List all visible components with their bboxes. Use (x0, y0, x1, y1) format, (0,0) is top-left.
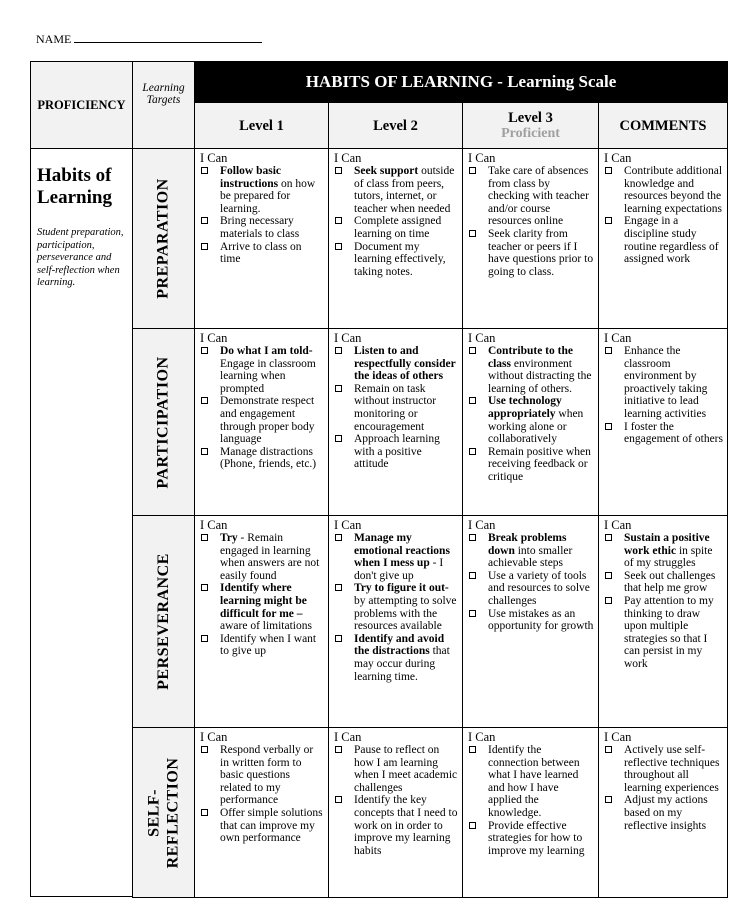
checkbox-icon[interactable] (469, 347, 476, 354)
checkbox-icon[interactable] (201, 347, 208, 354)
checklist-item (200, 446, 324, 471)
ican-label: I Can (334, 518, 362, 532)
checkbox-icon[interactable] (335, 435, 342, 442)
checklist-item (200, 395, 324, 445)
checkbox-icon[interactable] (335, 746, 342, 753)
checklist-item (604, 421, 723, 446)
item-text: Offer simple solutions that can improve my own performance (220, 806, 323, 845)
item-text: Provide effective strategies for how to improve my learning (488, 819, 585, 857)
checkbox-icon[interactable] (469, 167, 476, 174)
checklist-item (468, 446, 594, 484)
checkbox-icon[interactable] (201, 534, 208, 541)
row-label-text: SELF- REFLECTION (145, 757, 182, 868)
item-text: Engage in a discipline study routine regardless of assigned work (624, 215, 719, 266)
item-text: Remain positive when receiving feedback or critique (488, 445, 591, 483)
item-text: I foster the engagement of others (624, 420, 723, 446)
ican-label: I Can (468, 331, 496, 345)
checklist-item (468, 165, 594, 228)
checklist-item (604, 165, 723, 215)
item-text: Identify the key concepts that I need to work on in order to improve my learning habits (354, 794, 458, 857)
item-text: Respond verbally or in written form to basic questions related to my performance (220, 744, 314, 807)
checkbox-icon[interactable] (605, 746, 612, 753)
checkbox-icon[interactable] (605, 347, 612, 354)
ican-label: I Can (468, 730, 496, 744)
checkbox-icon[interactable] (201, 584, 208, 591)
item-text: Document my learning effectively, taking notes. (354, 240, 446, 278)
checkbox-icon[interactable] (605, 534, 612, 541)
item-text: by attempting to solve problems with the resources available (354, 594, 457, 633)
row-label-preparation (132, 148, 195, 329)
item-text: that may occur during learning time. (354, 645, 450, 683)
ican-label: I Can (334, 331, 362, 345)
item-bold-text: Try to figure it out- (354, 582, 449, 595)
checklist-item (604, 595, 723, 671)
column-header-level3 (462, 102, 599, 149)
checklist-item (334, 383, 458, 433)
checklist-item (200, 633, 324, 658)
item-bold-text: Try (220, 532, 238, 544)
checkbox-icon[interactable] (469, 746, 476, 753)
item-bold-text: Break problems down (488, 532, 567, 557)
checklist-item (334, 633, 458, 683)
checklist-item (468, 345, 594, 395)
column-header-level1 (194, 102, 329, 149)
checkbox-icon[interactable] (201, 635, 208, 642)
cell-perseverance-comments (598, 515, 728, 728)
item-text: Bring necessary materials to class (220, 215, 300, 240)
checkbox-icon[interactable] (335, 635, 342, 642)
row-label-text: PERSEVERANCE (155, 553, 172, 690)
checklist-item (334, 165, 458, 215)
item-text: Take care of absences from class by checking with teacher and/or course resources online (488, 165, 589, 228)
ican-label: I Can (200, 730, 228, 744)
checkbox-icon[interactable] (201, 167, 208, 174)
learning-targets-header (132, 61, 195, 149)
checkbox-icon[interactable] (605, 423, 612, 430)
item-text: Enhance the classroom environment by proactively taking initiative to lead learning activities (624, 345, 708, 420)
cell-perseverance-level3 (462, 515, 599, 728)
checkbox-icon[interactable] (469, 448, 476, 455)
checklist-item (200, 165, 324, 215)
checklist-item (200, 345, 324, 395)
item-text: - I don't give up (354, 557, 444, 582)
cell-preparation-level2 (328, 148, 463, 329)
item-text: Use a variety of tools and resources to solve challenges (488, 569, 590, 607)
cell-self-reflection-comments (598, 727, 728, 898)
checkbox-icon[interactable] (201, 217, 208, 224)
checklist-item (468, 395, 594, 445)
checklist-item (604, 345, 723, 421)
checkbox-icon[interactable] (469, 230, 476, 237)
proficiency-header (30, 61, 133, 149)
item-text: outside of class from peers, tutors, internet, or teacher when needed (354, 165, 455, 215)
checkbox-icon[interactable] (201, 397, 208, 404)
cell-self-reflection-level1 (194, 727, 329, 898)
checklist-item (604, 570, 723, 595)
checkbox-icon[interactable] (605, 796, 612, 803)
cell-perseverance-level1 (194, 515, 329, 728)
cell-participation-level1 (194, 328, 329, 516)
checkbox-icon[interactable] (335, 243, 342, 250)
ican-label: I Can (334, 151, 362, 165)
habits-title: Habits of Learning (37, 165, 112, 208)
checklist-item (334, 433, 458, 471)
checklist-item (200, 532, 324, 582)
row-label-perseverance (132, 515, 195, 728)
item-text: Pay attention to my thinking to draw upon multiple strategies so that I can persist in my work (624, 594, 714, 670)
ican-label: I Can (334, 730, 362, 744)
checklist-item (468, 608, 594, 633)
item-text: Pause to reflect on how I am learning when I meet academic challenges (354, 744, 458, 794)
checklist-item (468, 532, 594, 570)
item-bold-text: Identify where learning might be difficult for me – (220, 582, 307, 620)
checkbox-icon[interactable] (469, 610, 476, 617)
item-bold-text: Seek support (354, 165, 419, 177)
column-header-level2 (328, 102, 463, 149)
checkbox-icon[interactable] (605, 167, 612, 174)
checkbox-icon[interactable] (469, 397, 476, 404)
cell-preparation-level1 (194, 148, 329, 329)
checkbox-icon[interactable] (469, 822, 476, 829)
checklist-item (468, 228, 594, 278)
checkbox-icon[interactable] (469, 534, 476, 541)
checkbox-icon[interactable] (201, 746, 208, 753)
scale-title (194, 61, 728, 103)
item-text: on how be prepared for learning. (220, 177, 316, 215)
checklist-item (334, 744, 458, 794)
checklist-item (334, 241, 458, 279)
checklist-item (200, 807, 324, 845)
checkbox-icon[interactable] (335, 217, 342, 224)
checkbox-icon[interactable] (335, 584, 342, 591)
checklist-item (604, 744, 723, 794)
item-text: Remain on task without instructor monitoring or encouragement (354, 382, 437, 433)
rubric-table (30, 61, 728, 897)
checkbox-icon[interactable] (335, 796, 342, 803)
item-text: Approach learning with a positive attitude (354, 433, 440, 471)
checklist-item (200, 215, 324, 240)
name-label: NAME (36, 32, 72, 46)
row-label-self-reflection (132, 727, 195, 898)
ican-label: I Can (604, 518, 632, 532)
item-text: - Remain engaged in learning when answers are not easily found (220, 532, 320, 582)
checkbox-icon[interactable] (201, 243, 208, 250)
column-header-label: Level 3 (508, 109, 553, 126)
checklist-item (334, 345, 458, 383)
ican-label: I Can (604, 730, 632, 744)
item-text: in spite of my struggles (624, 544, 713, 570)
checkbox-icon[interactable] (335, 347, 342, 354)
cell-participation-comments (598, 328, 728, 516)
checklist-item (200, 744, 324, 807)
checkbox-icon[interactable] (335, 534, 342, 541)
checklist-item (334, 532, 458, 582)
checklist-item (604, 532, 723, 570)
item-bold-text: Do what I am told- (220, 345, 313, 357)
name-field (36, 32, 262, 47)
item-text: Demonstrate respect and engagement through proper body language (220, 395, 315, 446)
ican-label: I Can (200, 518, 228, 532)
cell-preparation-level3 (462, 148, 599, 329)
item-text: environment without distracting the learning of others. (488, 357, 592, 395)
checkbox-icon[interactable] (201, 448, 208, 455)
name-blank-line[interactable] (74, 32, 262, 43)
item-text: Arrive to class on time (220, 240, 302, 266)
checkbox-icon[interactable] (605, 597, 612, 604)
cell-self-reflection-level3 (462, 727, 599, 898)
checklist-item (468, 570, 594, 608)
checklist-item (334, 215, 458, 240)
ican-label: I Can (200, 331, 228, 345)
cell-participation-level3 (462, 328, 599, 516)
item-text: aware of limitations (220, 620, 312, 633)
checkbox-icon[interactable] (335, 385, 342, 392)
checklist-item (200, 582, 324, 632)
item-text: when working alone or collaboratively (488, 407, 584, 446)
item-bold-text: Use technology appropriately (488, 395, 562, 420)
item-bold-text: Sustain a positive work ethic (624, 532, 710, 557)
cell-perseverance-level2 (328, 515, 463, 728)
item-text: Contribute additional knowledge and resources beyond the learning expectations (624, 165, 723, 215)
checklist-item (468, 820, 594, 858)
cell-preparation-comments (598, 148, 728, 329)
item-text: Seek out challenges that help me grow (624, 569, 716, 595)
ican-label: I Can (604, 331, 632, 345)
item-text: Complete assigned learning on time (354, 215, 442, 240)
item-bold-text: Listen to and respectfully consider the ideas of others (354, 345, 456, 383)
item-text: Seek clarity from teacher or peers if I have questions prior to going to class. (488, 227, 594, 278)
column-header-label: Level 1 (239, 117, 284, 134)
row-label-text: PARTICIPATION (155, 355, 173, 489)
item-bold-text: Contribute to the class (488, 345, 573, 370)
column-header-label: Level 2 (373, 117, 418, 134)
column-header-label: COMMENTS (619, 117, 707, 134)
cell-self-reflection-level2 (328, 727, 463, 898)
proficiency-cell (30, 148, 133, 897)
item-text: Identify when I want to give up (220, 632, 317, 658)
item-text: Identify the connection between what I have learned and how I have applied the knowledge. (488, 744, 580, 819)
row-label-participation (132, 328, 195, 516)
item-text: Engage in classroom learning when prompted (220, 357, 316, 395)
checklist-item (200, 241, 324, 266)
item-bold-text: Identify and avoid the distractions (354, 632, 445, 658)
learning-targets-label: Learning Targets (142, 82, 185, 106)
ican-label: I Can (468, 518, 496, 532)
item-text: Actively use self-reflective techniques throughout all learning experiences (624, 744, 720, 794)
proficiency-header-label: PROFICIENCY (37, 97, 126, 112)
checklist-item (468, 744, 594, 820)
checkbox-icon[interactable] (605, 572, 612, 579)
checklist-item (604, 215, 723, 265)
column-header-comments (598, 102, 728, 149)
checklist-item (604, 794, 723, 832)
column-header-sublabel: Proficient (501, 125, 560, 141)
item-text: Adjust my actions based on my reflective insights (624, 794, 708, 832)
habits-description: Student preparation, participation, perseverance and self-reflection when learning. (37, 227, 124, 288)
checkbox-icon[interactable] (201, 809, 208, 816)
item-text: into smaller achievable steps (488, 544, 573, 570)
checkbox-icon[interactable] (605, 217, 612, 224)
ican-label: I Can (604, 151, 632, 165)
checklist-item (334, 794, 458, 857)
item-text: Use mistakes as an opportunity for growth (488, 607, 594, 633)
checkbox-icon[interactable] (335, 167, 342, 174)
cell-participation-level2 (328, 328, 463, 516)
item-bold-text: Manage my emotional reactions when I mess up (354, 532, 450, 570)
checkbox-icon[interactable] (469, 572, 476, 579)
row-label-text: PREPARATION (155, 178, 172, 299)
ican-label: I Can (468, 151, 496, 165)
item-bold-text: Follow basic instructions (220, 165, 282, 190)
scale-title-text: HABITS OF LEARNING - Learning Scale (305, 72, 617, 91)
ican-label: I Can (200, 151, 228, 165)
item-text: Manage distractions (Phone, friends, etc.) (220, 445, 317, 471)
checklist-item (334, 582, 458, 632)
